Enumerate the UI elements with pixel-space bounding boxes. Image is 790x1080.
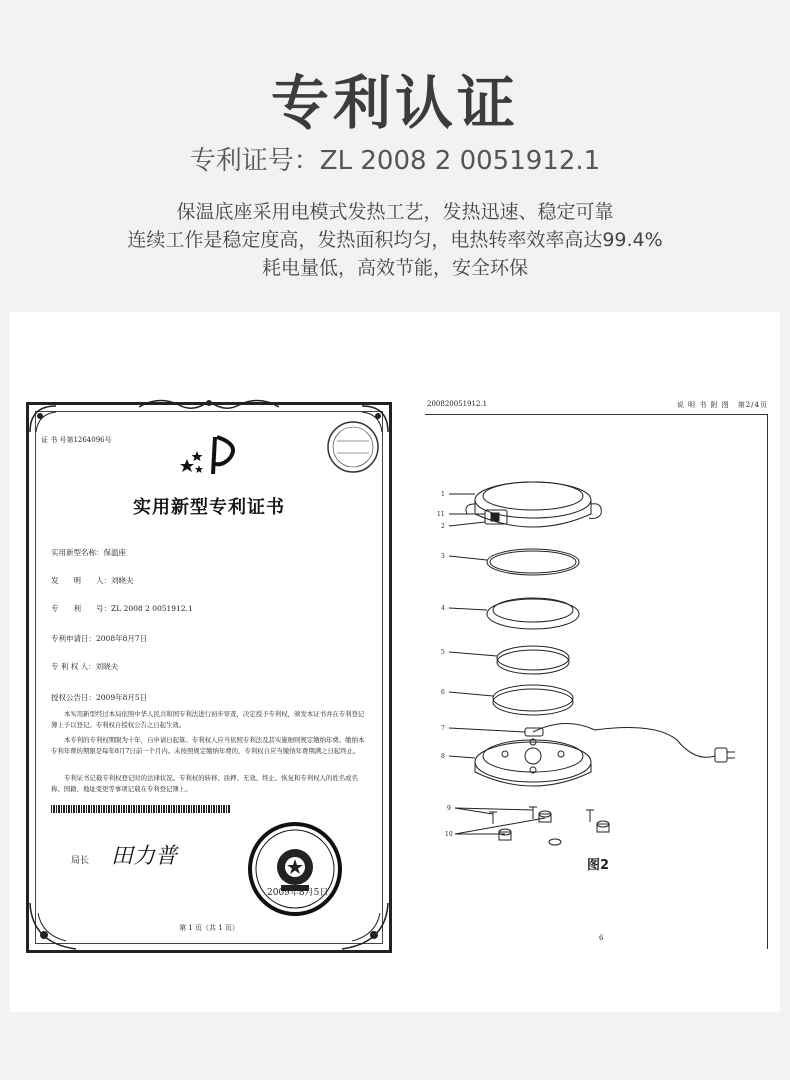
- drawing-sheet: [415, 392, 770, 957]
- director-label: 局长: [71, 856, 90, 866]
- description-line-2: 连续工作是稳定度高，发热面积均匀，电热转率效率高达99.4%: [127, 229, 663, 251]
- certificate-heading: 实用新型专利证书: [133, 497, 285, 518]
- field-patent-holder: 专 利 权 人：刘晓夫: [51, 662, 119, 671]
- part-label: 4: [441, 605, 445, 612]
- national-seal-icon: [247, 821, 343, 917]
- drawing-header: 说 明 书 附 图 第2/4页: [676, 401, 768, 409]
- part-label: 6: [441, 689, 445, 696]
- part-label: 8: [441, 753, 445, 760]
- header-rule: [425, 414, 768, 415]
- corner-ornament-icon: [26, 402, 86, 462]
- exploded-view-drawing: [415, 422, 770, 852]
- director-signature: 田力普: [111, 844, 178, 869]
- part-label: 3: [441, 553, 445, 560]
- seal-date: 2009年8月5日: [267, 888, 329, 898]
- figure-label: 图2: [587, 858, 610, 873]
- certificate-paragraph: 本实用新型经过本局依照中华人民共和国专利法进行初步审查，决定授予专利权，颁发本证书并在专利登记簿上予以登记。专利权自授权公告之日起生效。: [51, 710, 365, 729]
- drawing-page-number: 6: [599, 934, 604, 942]
- part-label: 5: [441, 649, 445, 656]
- description: [0, 198, 790, 282]
- document-panel: [10, 312, 780, 1012]
- description-line-3: 耗电量低，高效节能，安全环保: [261, 257, 528, 279]
- top-ornament-icon: [139, 395, 279, 415]
- stamp-seal-icon: [325, 419, 381, 475]
- field-grant-date: 授权公告日：2009年8月5日: [51, 693, 148, 702]
- certificate-page-footer: 第 1 页（共 1 页）: [179, 924, 239, 932]
- field-utility-name: 实用新型名称：保温座: [51, 548, 126, 557]
- part-label: 1: [441, 491, 445, 498]
- patent-certificate: [26, 402, 392, 953]
- certificate-paragraph: 专利证书记载专利权登记时的法律状况。专利权的转移、质押、无效、终止、恢复和专利权人的姓名或名称、国籍、地址变更等事项记载在专利登记簿上。: [51, 774, 358, 793]
- description-line-1: 保温底座采用电模式发热工艺，发热迅速、稳定可靠: [176, 201, 614, 223]
- page-title: 专利认证: [270, 69, 519, 137]
- barcode: [51, 805, 231, 813]
- patent-office-emblem-icon: [177, 429, 247, 479]
- field-application-date: 专利申请日：2008年8月7日: [51, 634, 148, 643]
- corner-ornament-icon: [26, 883, 96, 953]
- certificate-number: 证 书 号第1264096号: [41, 436, 112, 444]
- part-label: 11: [437, 511, 445, 518]
- patent-number: 专利证号：ZL 2008 2 0051912.1: [189, 146, 601, 176]
- part-label: 2: [441, 523, 445, 530]
- field-patent-number: 专 利 号：ZL 2008 2 0051912.1: [51, 604, 193, 613]
- drawing-document-id: 200820051912.1: [427, 400, 488, 408]
- part-label: 7: [441, 725, 445, 732]
- part-label: 10: [445, 831, 453, 838]
- field-inventor: 发 明 人：刘晓夫: [51, 576, 134, 585]
- certificate-paragraph: 本专利的专利权期限为十年，自申请日起算。专利权人应当依照专利法及其实施细则规定缴纳年费。缴纳本专利年费的期限是每年8月7日前一个月内。未按照规定缴纳年费的，专利权自应当缴纳年费期满之日起终止。: [51, 736, 365, 755]
- part-label: 9: [447, 805, 451, 812]
